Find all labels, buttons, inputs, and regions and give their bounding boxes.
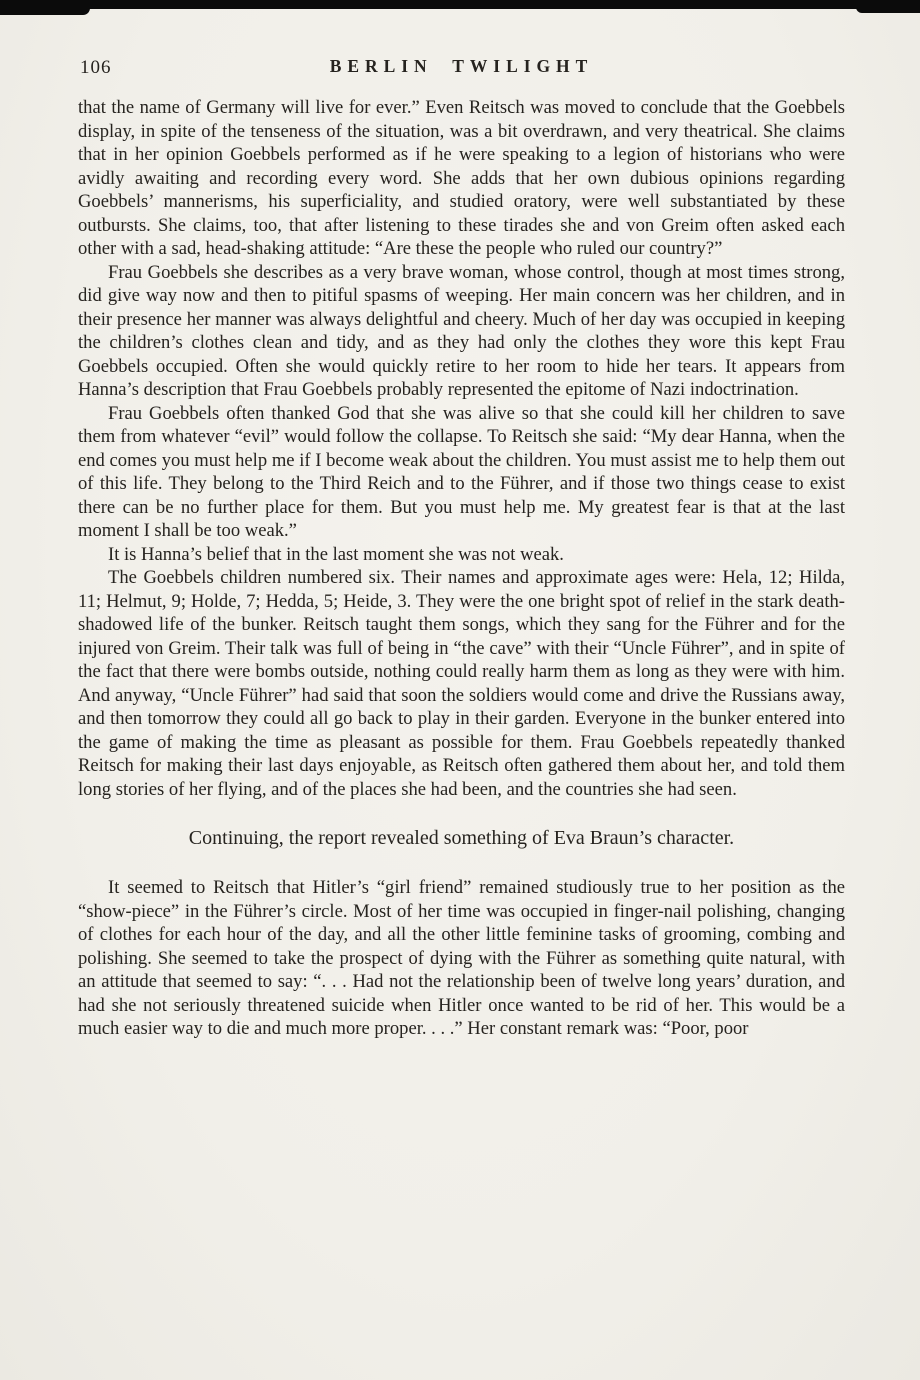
- body-text: [78, 96, 845, 1041]
- paragraph-hanna-belief: It is Hanna’s belief that in the last moment she was not weak.: [108, 543, 564, 565]
- section-transition-note: Continuing, the report revealed something of Eva Braun’s character.: [188, 827, 735, 849]
- page-number: 106: [80, 57, 112, 78]
- paragraph-frau-goebbels-control: Frau Goebbels she describes as a very brave woman, whose control, though at most times strong, did give way now and then to pitiful spasms of weeping. Her main concern was her children, and in their presence her manner was always delightful and cheery. Much of her day was occupied in keeping the children’s clothes clean and tidy, and as they had only the clothes they wore this kept Frau Goebbels occupied. Often she would quickly retire to her room to hide her tears. It appears from Hanna’s description that Frau Goebbels probably represented the epitome of Nazi indoctrination.: [78, 261, 845, 400]
- running-title: BERLIN TWILIGHT: [329, 56, 594, 76]
- paragraph-goebbels-children-six: The Goebbels children numbered six. Their names and approximate ages were: Hela, 12; Hilda, 11; Helmut, 9; Holde, 7; Hedda, 5; Heide, 3. They were the one bright spot of relief in the stark death-shadowed life of the bunker. Reitsch taught them songs, which they sang for the Führer and for the injured von Greim. Their talk was full of being in “the cave” with their “Uncle Führer”, and in spite of the fact that there were bombs outside, nothing could really harm them as long as they were with him. And anyway, “Uncle Führer” had said that soon the soldiers would come and drive the Russians away, and then tomorrow they could all go back to play in their garden. Everyone in the bunker entered into the game of making the time as pleasant as possible for them. Frau Goebbels repeatedly thanked Reitsch for making their last days enjoyable, as Reitsch often gathered them about her, and told them long stories of her flying, and of the places she had been, and the countries she had seen.: [78, 567, 845, 800]
- paragraph-eva-braun: It seemed to Reitsch that Hitler’s “girl friend” remained studiously true to her position as the “show-piece” in the Führer’s circle. Most of her time was occupied in finger-nail polishing, changing of clothes for each hour of the day, and all the other little feminine tasks of grooming, combing and polishing. She seemed to take the prospect of dying with the Führer as something quite natural, with an attitude that seemed to say: “. . . Had not the relationship been of twelve long years’ duration, and had she not seriously threatened suicide when Hitler once wanted to be rid of her. This would be a much easier way to die and much more proper. . . .” Her constant remark was: “Poor, poor: [78, 877, 845, 1039]
- paragraph-continuation: that the name of Germany will live for ever.” Even Reitsch was moved to conclude that the Goebbels display, in spite of the tenseness of the situation, was a bit overdrawn, and very theatrical. She claims that in her opinion Goebbels performed as if he were speaking to a legion of historians who were avidly awaiting and recording every word. She adds that her own dubious opinions regarding Goebbels’ mannerisms, his superficiality, and studied oratory, were well substantiated by these outbursts. She claims, too, that after listening to these tirades she and von Greim often asked each other with a sad, head-shaking attitude: “Are these the people who ruled our country?”: [78, 97, 845, 259]
- running-head: [78, 56, 845, 82]
- paragraph-frau-goebbels-children: Frau Goebbels often thanked God that she was alive so that she could kill her children to save them from whatever “evil” would follow the collapse. To Reitsch she said: “My dear Hanna, when the end comes you must help me if I become weak about the children. You must assist me to help them out of this life. They belong to the Third Reich and to the Führer, and if those two things cease to exist there can be no further place for them. But you must help me. My greatest fear is that at the last moment I shall be too weak.”: [78, 402, 845, 541]
